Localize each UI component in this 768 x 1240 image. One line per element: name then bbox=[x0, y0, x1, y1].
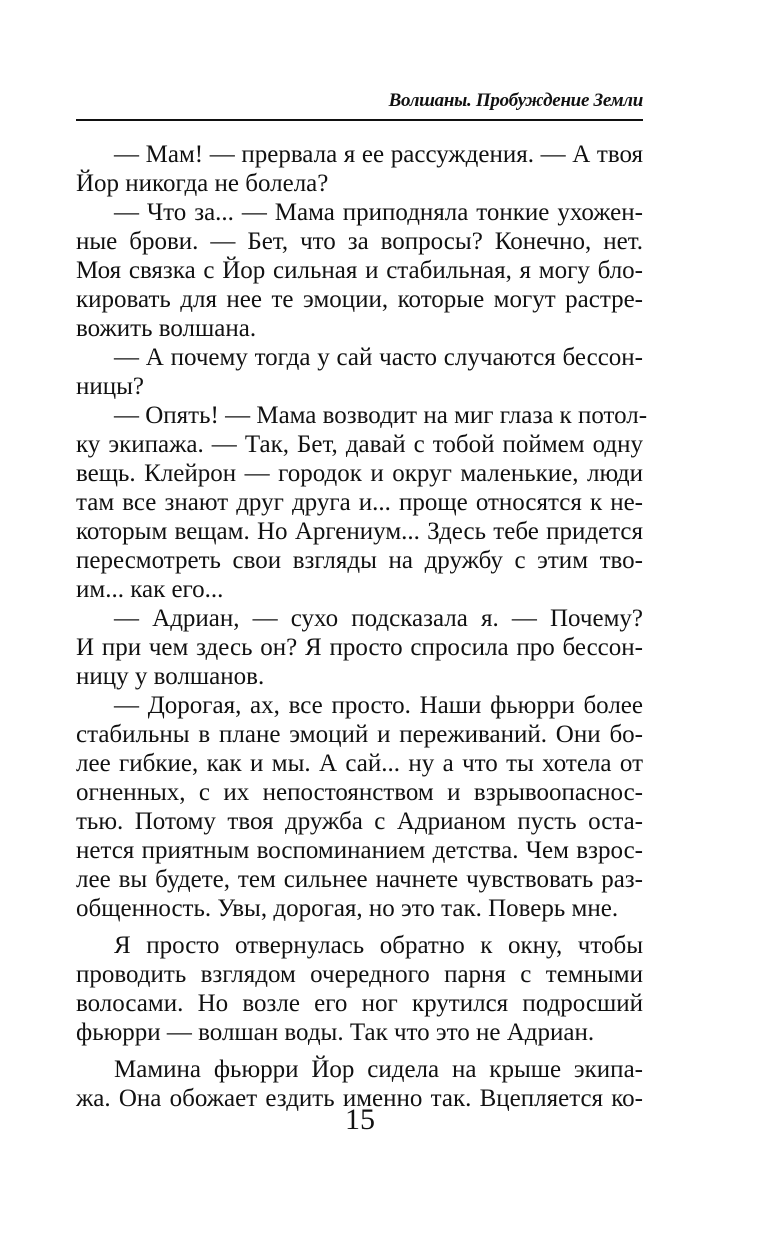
text-line: — Мам! — прервала я ее рассуждения. — А твоя bbox=[114, 141, 643, 168]
text-line: проводить взглядом очередного парня с темными bbox=[76, 961, 643, 988]
text-line: — А почему тогда у сай часто случаются бессон- bbox=[114, 344, 643, 371]
paragraph bbox=[76, 198, 643, 343]
text-line: фьюрри — волшан воды. Так что это не Адриан. bbox=[76, 1019, 595, 1046]
text-line: жа. Она обожает ездить именно так. Вцепляется ко- bbox=[76, 1085, 643, 1112]
text-line: — Дорогая, ах, все просто. Наши фьюрри более bbox=[114, 692, 643, 719]
header-rule bbox=[76, 119, 643, 121]
paragraph bbox=[76, 691, 643, 923]
text-line: — Что за... — Мама приподняла тонкие ухожен- bbox=[114, 199, 643, 226]
text-line: Я просто отвернулась обратно к окну, чтобы bbox=[114, 932, 643, 959]
page-body bbox=[76, 140, 648, 1113]
text-line: ные брови. — Бет, что за вопросы? Конечно, нет. bbox=[76, 228, 643, 255]
text-line: тью. Потому твоя дружба с Адрианом пусть оста- bbox=[76, 808, 643, 835]
text-line: волосами. Но возле его ног крутился подросший bbox=[76, 990, 643, 1017]
text-line: общенность. Увы, дорогая, но это так. Поверь мне. bbox=[76, 895, 619, 922]
text-line: стабильны в плане эмоций и переживаний. Они бо- bbox=[76, 721, 643, 748]
text-line: лее гибкие, как и мы. А сай... ну а что ты хотела от bbox=[76, 750, 643, 777]
text-line: лее вы будете, тем сильнее начнете чувствовать раз- bbox=[76, 866, 643, 893]
text-line: ницу у волшанов. bbox=[76, 663, 265, 690]
paragraph bbox=[76, 343, 643, 401]
text-line: пересмотреть свои взгляды на дружбу с этим тво- bbox=[76, 547, 643, 574]
text-line: — Адриан, — сухо подсказала я. — Почему? bbox=[114, 605, 643, 632]
text-line: нется приятным воспоминанием детства. Чем взрос- bbox=[76, 837, 643, 864]
paragraph bbox=[76, 140, 643, 198]
text-line: Моя связка с Йор сильная и стабильная, я могу бло- bbox=[76, 257, 643, 284]
text-line: там все знают друг друга и... проще относятся к не- bbox=[76, 489, 643, 516]
paragraph bbox=[76, 401, 648, 604]
running-title: Волшаны. Пробуждение Земли bbox=[388, 90, 643, 111]
text-line: которым вещам. Но Аргениум... Здесь тебе придется bbox=[76, 518, 643, 545]
text-line: кировать для нее те эмоции, которые могут растре- bbox=[76, 286, 643, 313]
text-line: вожить волшана. bbox=[76, 315, 257, 342]
text-line: ку экипажа. — Так, Бет, давай с тобой поймем одну bbox=[76, 431, 643, 458]
text-line: огненных, с их непостоянством и взрывоопаснос- bbox=[76, 779, 643, 806]
paragraph bbox=[76, 604, 643, 691]
text-line: И при чем здесь он? Я просто спросила про бессон- bbox=[76, 634, 643, 661]
text-line: вещь. Клейрон — городок и округ маленькие, люди bbox=[76, 460, 643, 487]
text-line: — Опять! — Мама возводит на миг глаза к потол- bbox=[114, 402, 648, 429]
text-line: им... как его... bbox=[76, 576, 224, 603]
text-line: Мамина фьюрри Йор сидела на крыше экипа- bbox=[114, 1056, 643, 1083]
paragraph bbox=[76, 931, 643, 1047]
page-number: 15 bbox=[345, 1103, 375, 1136]
text-line: ницы? bbox=[76, 373, 145, 400]
text-line: Йор никогда не болела? bbox=[76, 170, 329, 197]
